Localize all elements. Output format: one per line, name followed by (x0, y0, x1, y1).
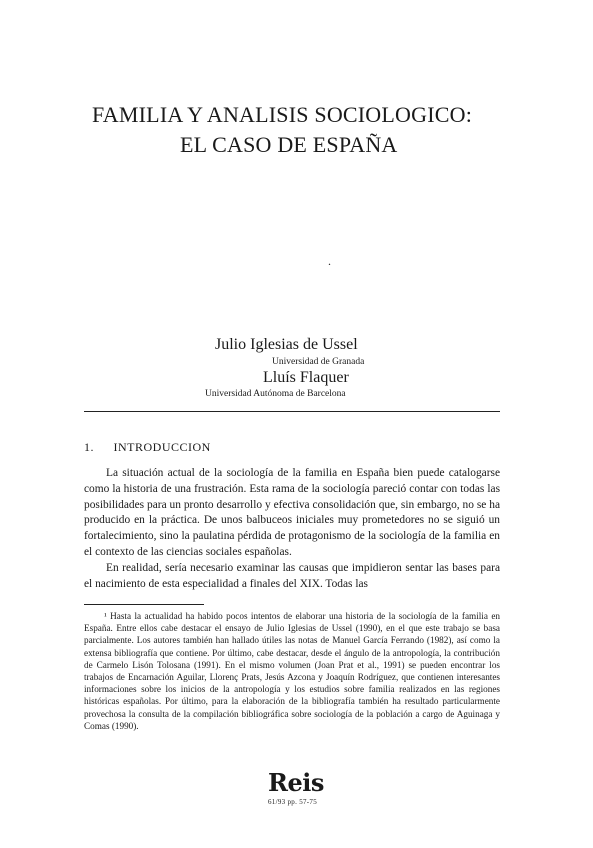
section-title: INTRODUCCION (113, 440, 211, 454)
author-name-1: Julio Iglesias de Ussel (215, 336, 358, 353)
page-reference: 61/93 pp. 57-75 (268, 798, 318, 806)
author-name-2: Lluís Flaquer (263, 369, 349, 386)
section-heading (84, 440, 211, 455)
body-paragraph-2: En realidad, sería necesario examinar las causas que impidieron sentar las bases para el nacimiento de esta especialidad a finales del XIX. Todas las (84, 561, 500, 590)
body-text (84, 466, 500, 592)
separator-dot: . (328, 254, 331, 268)
footnote-text: ¹ Hasta la actualidad ha habido pocos intentos de elaborar una historia de la sociología de la familia en España. Entre ellos cabe destacar el ensayo de Julio Iglesias de Ussel (1990), en el que este trabajo se basa parcialmente. Los autores también han hallado útiles las notas de Manuel García Ferrando (1982), así como la extensa bibliografía que contiene. Por último, cabe destacar, desde el ángulo de la antropología, la contribución de Carmelo Lisón Tolosana (1991). En el mismo volumen (Joan Prat et al., 1991) se pueden encontrar los trabajos de Encarnación Aguilar, Llorenç Prats, Jesús Azcona y Joaquín Rodríguez, que contienen interesantes informaciones sobre los inicios de la antropología y los estudios sobre familia realizados en las regiones históricas españolas. Por último, para la elaboración de la bibliografía también ha resultado particularmente provechosa la consulta de la compilación bibliográfica sobre sociología de la población a cargo de Aguinaga y Comas (1990). (84, 611, 500, 731)
footnote-divider (84, 604, 204, 605)
author-affiliation-2: Universidad Autónoma de Barcelona (205, 389, 346, 399)
journal-logo: Reis (268, 768, 324, 797)
header-rule (84, 411, 500, 412)
title-line-1: FAMILIA Y ANALISIS SOCIOLOGICO: (92, 102, 473, 127)
section-number: 1. (84, 440, 94, 454)
author-affiliation-1: Universidad de Granada (272, 357, 365, 367)
title-line-2: EL CASO DE ESPAÑA (180, 132, 398, 157)
footnote (84, 610, 500, 732)
paper-title (92, 100, 522, 160)
body-paragraph-1: La situación actual de la sociología de la familia en España bien puede catalogarse como la historia de una frustración. Esta rama de la sociología pareció contar con todas las posibilidades para un pronto desarrollo y efectiva consolidación que, sin embargo, no se ha producido en la práctica. De unos balbuceos iniciales muy prometedores no se siguió un fortalecimiento, sino la paulatina pérdida de protagonismo de la sociología de la familia en el contexto de las ciencias sociales españolas. (84, 467, 500, 558)
